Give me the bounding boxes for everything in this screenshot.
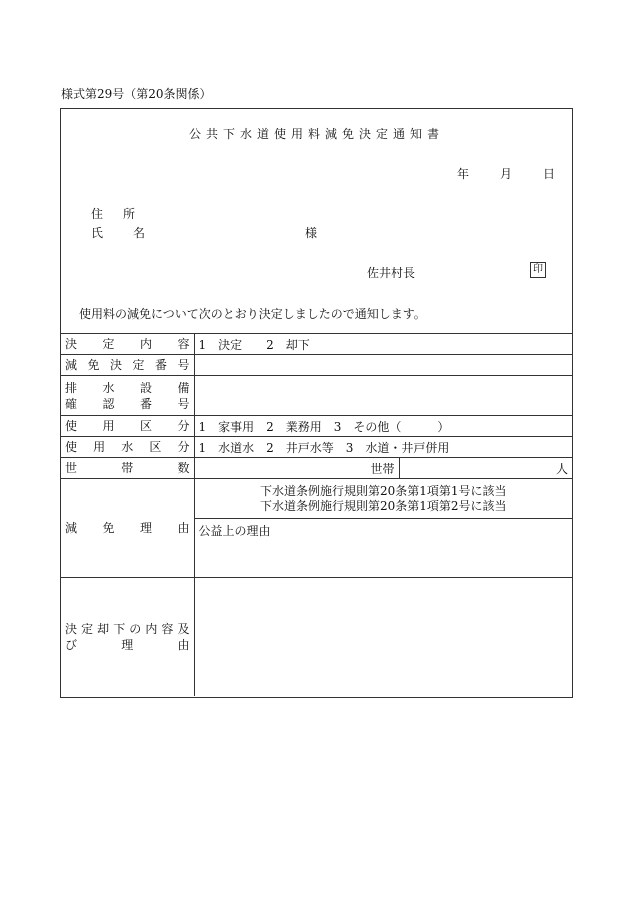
reason-law-item-2: 下水道条例施行規則第20条第1項第2号に該当: [259, 498, 507, 513]
form-number-label: 様式第29号（第20条関係）: [61, 87, 212, 101]
table-row: [61, 437, 572, 458]
table-row: [61, 376, 572, 416]
reason-law-item-1: 下水道条例施行規則第20条第1項第1号に該当: [259, 483, 507, 498]
notice-text: 使用料の減免について次のとおり決定しましたので通知します。: [79, 307, 426, 321]
usage-category-value: 1 家事用 2 業務用 3 その他（ ）: [194, 416, 572, 437]
form-header: [61, 109, 572, 333]
decision-value: 1 決定 2 却下: [194, 334, 572, 355]
rejection-label: [61, 578, 194, 696]
date-month: 月: [499, 167, 513, 181]
table-row: [61, 416, 572, 437]
decision-table: [61, 333, 572, 696]
decision-label: 決定内容: [61, 334, 194, 355]
exemption-number-value: [194, 355, 572, 376]
address-label: 住所: [91, 207, 156, 221]
table-row: [61, 479, 572, 519]
drainage-label-line2: 確認番号: [65, 396, 190, 411]
date-year: 年: [456, 167, 470, 181]
rejection-label-line1: 決定却下の内容及: [65, 621, 190, 636]
rejection-value: [194, 578, 572, 696]
household-label: 世帯数: [61, 458, 194, 479]
drainage-value: [194, 376, 572, 416]
reason-law-options: [194, 479, 572, 519]
notice-form: [60, 108, 573, 698]
seal-mark: 印: [530, 262, 546, 278]
water-category-value: 1 水道水 2 井戸水等 3 水道・井戸併用: [194, 437, 572, 458]
table-row: [61, 355, 572, 376]
date-line: [457, 165, 556, 182]
table-row: [61, 458, 572, 479]
exemption-number-label: 減免決定番号: [61, 355, 194, 376]
usage-category-label: 使用区分: [61, 416, 194, 437]
household-unit: 世帯: [194, 458, 399, 479]
drainage-label: [61, 376, 194, 416]
water-category-label: 使用水区分: [61, 437, 194, 458]
issuer-title: 佐井村長: [367, 266, 416, 280]
name-label: 氏名: [91, 226, 176, 240]
drainage-label-line1: 排水設備: [65, 380, 190, 395]
rejection-label-line2: び理由: [65, 637, 190, 652]
date-day: 日: [542, 167, 556, 181]
table-row: [61, 578, 572, 696]
honorific: 様: [305, 226, 318, 240]
table-row: [61, 334, 572, 355]
reason-label: 減免理由: [61, 479, 194, 578]
document-title: 公共下水道使用料減免決定通知書: [188, 127, 444, 141]
persons-unit: 人: [399, 458, 572, 479]
public-interest-reason: 公益上の理由: [194, 519, 572, 578]
